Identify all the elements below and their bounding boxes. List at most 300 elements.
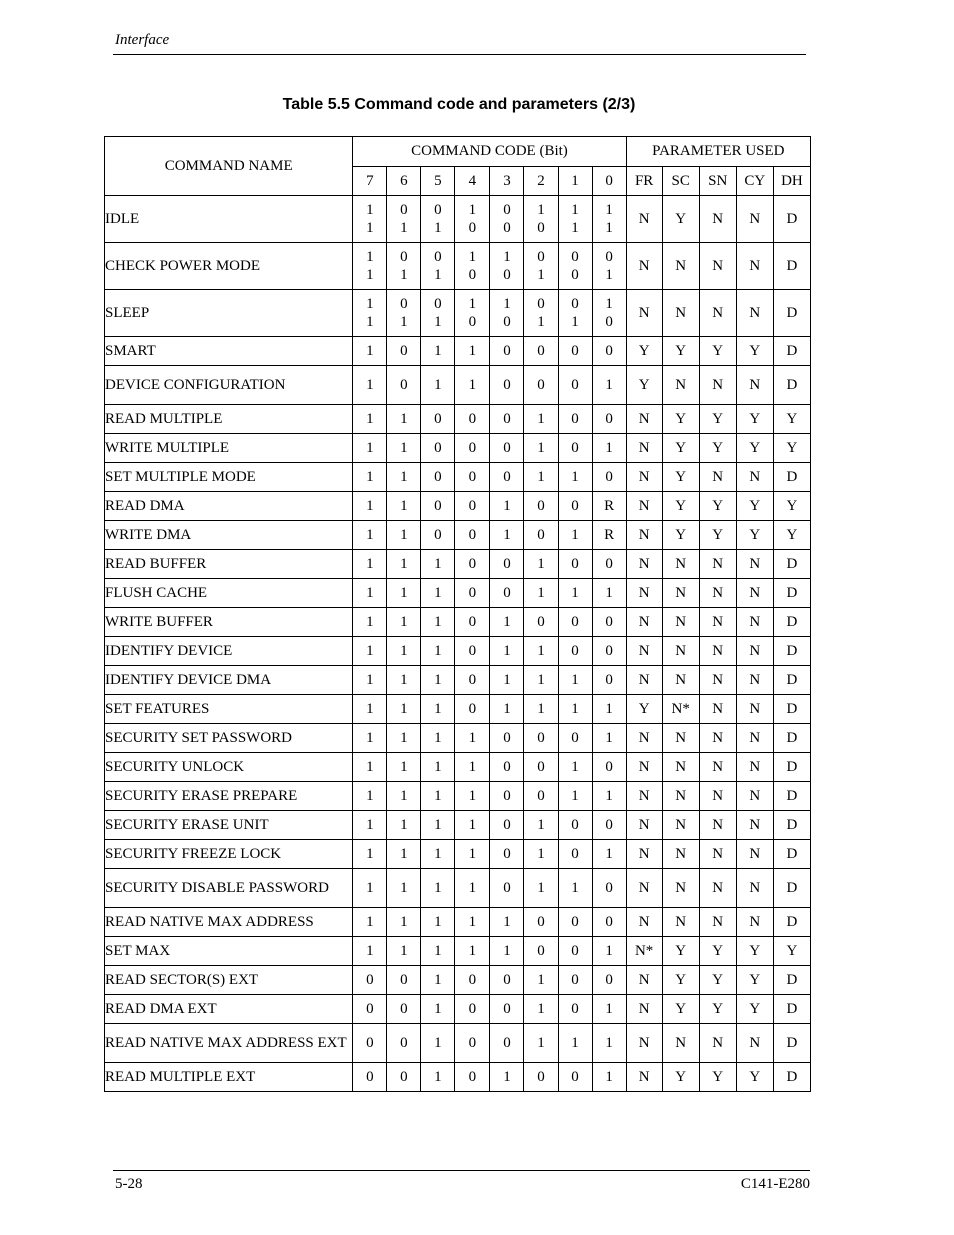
- bit-cell: 1: [558, 666, 592, 695]
- bit-cell: 1: [490, 695, 524, 724]
- param-cell: Y: [626, 337, 662, 366]
- param-cell: N: [662, 579, 699, 608]
- bit-cell: 1: [421, 366, 455, 405]
- table-row: [105, 337, 811, 366]
- param-cell: N: [662, 637, 699, 666]
- bit-value: 0: [434, 296, 442, 312]
- bit-cell: 1: [421, 1063, 455, 1092]
- bit-cell: 0: [421, 463, 455, 492]
- bit-cell: 1: [592, 366, 626, 405]
- bit-value: 1: [605, 220, 613, 236]
- bit-cell: 0: [558, 966, 592, 995]
- bit-header: 6: [387, 167, 421, 196]
- bit-cell: 0: [353, 995, 387, 1024]
- bit-value: 0: [468, 220, 477, 236]
- param-cell: N: [626, 782, 662, 811]
- bit-cell: 0: [387, 337, 421, 366]
- bit-value: 0: [537, 220, 545, 236]
- bit-cell: 1: [353, 840, 387, 869]
- param-header: CY: [736, 167, 773, 196]
- bit-cell: 1: [524, 666, 558, 695]
- command-name-cell: SECURITY SET PASSWORD: [105, 724, 353, 753]
- bit-cell: 1: [524, 1024, 558, 1063]
- bit-cell: 0: [455, 695, 490, 724]
- bit-value: 0: [503, 314, 511, 330]
- command-name-cell: SLEEP: [105, 290, 353, 337]
- param-cell: N: [626, 908, 662, 937]
- param-cell: D: [773, 463, 810, 492]
- table-row: [105, 521, 811, 550]
- table-row: [105, 579, 811, 608]
- bit-cell: [455, 290, 490, 337]
- table-row: [105, 1024, 811, 1063]
- param-cell: N: [626, 290, 662, 337]
- bit-cell: 1: [421, 966, 455, 995]
- bit-cell: 0: [490, 337, 524, 366]
- bit-cell: 0: [490, 966, 524, 995]
- command-name-cell: CHECK POWER MODE: [105, 243, 353, 290]
- bit-cell: 0: [558, 937, 592, 966]
- bit-value: 1: [605, 202, 613, 218]
- bit-cell: 1: [387, 637, 421, 666]
- bit-cell: [421, 290, 455, 337]
- bit-cell: 1: [353, 908, 387, 937]
- bit-cell: 1: [558, 521, 592, 550]
- bit-cell: 0: [490, 1024, 524, 1063]
- bit-cell: 0: [421, 434, 455, 463]
- param-cell: N*: [662, 695, 699, 724]
- bit-cell: 1: [592, 995, 626, 1024]
- bit-cell: 1: [490, 637, 524, 666]
- table-row: [105, 666, 811, 695]
- bit-cell: 1: [387, 492, 421, 521]
- command-name-cell: IDENTIFY DEVICE DMA: [105, 666, 353, 695]
- param-cell: N: [736, 463, 773, 492]
- table-row: [105, 1063, 811, 1092]
- param-cell: N: [699, 724, 736, 753]
- bit-cell: 1: [455, 908, 490, 937]
- bit-cell: 1: [421, 811, 455, 840]
- param-cell: D: [773, 840, 810, 869]
- bit-cell: 0: [558, 366, 592, 405]
- param-cell: Y: [736, 937, 773, 966]
- bit-value: 0: [537, 296, 545, 312]
- bit-cell: 0: [524, 753, 558, 782]
- param-cell: D: [773, 695, 810, 724]
- command-name-cell: WRITE MULTIPLE: [105, 434, 353, 463]
- param-cell: N: [736, 608, 773, 637]
- bit-value: 1: [605, 267, 613, 283]
- param-cell: N: [736, 753, 773, 782]
- param-cell: Y: [699, 434, 736, 463]
- bit-cell: [490, 196, 524, 243]
- param-cell: Y: [773, 492, 810, 521]
- bit-cell: 1: [353, 579, 387, 608]
- param-cell: N: [662, 366, 699, 405]
- param-cell: N: [736, 579, 773, 608]
- bit-cell: 0: [490, 811, 524, 840]
- param-cell: N: [699, 243, 736, 290]
- param-cell: D: [773, 366, 810, 405]
- running-header: Interface: [115, 32, 170, 48]
- param-cell: Y: [699, 937, 736, 966]
- bit-value: 1: [571, 314, 579, 330]
- bit-cell: 0: [455, 637, 490, 666]
- param-cell: D: [773, 666, 810, 695]
- bit-cell: 0: [558, 1063, 592, 1092]
- bit-cell: 1: [558, 695, 592, 724]
- param-cell: N: [662, 550, 699, 579]
- param-cell: N: [626, 966, 662, 995]
- param-cell: N: [736, 666, 773, 695]
- param-cell: N: [626, 434, 662, 463]
- bit-cell: 1: [353, 811, 387, 840]
- param-cell: D: [773, 1063, 810, 1092]
- bit-cell: 0: [455, 550, 490, 579]
- command-name-cell: SECURITY ERASE UNIT: [105, 811, 353, 840]
- bit-cell: 0: [524, 337, 558, 366]
- bit-cell: 0: [455, 434, 490, 463]
- bit-cell: 1: [387, 908, 421, 937]
- bit-value: 1: [571, 202, 579, 218]
- bit-value: 1: [366, 202, 374, 218]
- param-cell: N: [736, 782, 773, 811]
- bit-cell: 1: [455, 937, 490, 966]
- bit-value: 1: [605, 296, 613, 312]
- bit-value: 1: [468, 249, 477, 265]
- param-cell: N: [626, 492, 662, 521]
- bit-value: 1: [434, 267, 442, 283]
- bit-cell: R: [592, 521, 626, 550]
- bit-cell: [558, 243, 592, 290]
- bit-cell: 0: [387, 1024, 421, 1063]
- command-name-cell: SMART: [105, 337, 353, 366]
- bit-cell: 0: [387, 995, 421, 1024]
- table-row: [105, 753, 811, 782]
- bit-cell: [353, 243, 387, 290]
- bit-value: 0: [400, 296, 408, 312]
- bit-cell: [592, 196, 626, 243]
- table-row: [105, 724, 811, 753]
- table-row: [105, 637, 811, 666]
- param-cell: N: [736, 290, 773, 337]
- param-cell: D: [773, 753, 810, 782]
- bit-value: 0: [434, 202, 442, 218]
- bit-cell: 1: [455, 337, 490, 366]
- param-cell: Y: [699, 995, 736, 1024]
- bit-cell: 0: [353, 1063, 387, 1092]
- bit-cell: 0: [455, 966, 490, 995]
- table-row: [105, 869, 811, 908]
- bit-header: 1: [558, 167, 592, 196]
- param-cell: N: [626, 608, 662, 637]
- bit-cell: 0: [592, 608, 626, 637]
- bit-cell: 0: [524, 608, 558, 637]
- command-name-cell: READ DMA EXT: [105, 995, 353, 1024]
- bit-cell: 1: [490, 521, 524, 550]
- param-cell: D: [773, 869, 810, 908]
- bit-value: 0: [537, 249, 545, 265]
- header-rule: [113, 54, 806, 55]
- bit-cell: 1: [353, 637, 387, 666]
- param-cell: D: [773, 550, 810, 579]
- param-cell: N: [662, 290, 699, 337]
- param-cell: N: [699, 666, 736, 695]
- bit-cell: 1: [558, 782, 592, 811]
- bit-cell: R: [592, 492, 626, 521]
- param-cell: Y: [773, 405, 810, 434]
- bit-cell: 1: [592, 937, 626, 966]
- bit-cell: 1: [455, 724, 490, 753]
- bit-cell: 1: [421, 724, 455, 753]
- param-cell: N: [699, 608, 736, 637]
- param-cell: N: [736, 811, 773, 840]
- command-name-cell: FLUSH CACHE: [105, 579, 353, 608]
- bit-value: 1: [468, 296, 477, 312]
- bit-cell: 0: [455, 666, 490, 695]
- bit-cell: [387, 290, 421, 337]
- param-cell: D: [773, 579, 810, 608]
- param-cell: Y: [699, 492, 736, 521]
- bit-value: 0: [400, 202, 408, 218]
- bit-cell: 1: [455, 869, 490, 908]
- bit-cell: 1: [387, 937, 421, 966]
- param-cell: Y: [699, 405, 736, 434]
- table-row: [105, 695, 811, 724]
- param-cell: D: [773, 995, 810, 1024]
- command-name-cell: IDENTIFY DEVICE: [105, 637, 353, 666]
- table-caption: Table 5.5 Command code and parameters (2/3): [282, 96, 636, 113]
- bit-cell: 0: [490, 405, 524, 434]
- table-row: [105, 966, 811, 995]
- bit-cell: 0: [490, 782, 524, 811]
- param-cell: N: [626, 995, 662, 1024]
- param-cell: Y: [699, 521, 736, 550]
- param-cell: N: [699, 196, 736, 243]
- bit-cell: 1: [490, 492, 524, 521]
- table-row: [105, 434, 811, 463]
- table-row: [105, 550, 811, 579]
- bit-value: 1: [434, 220, 442, 236]
- bit-cell: 1: [524, 434, 558, 463]
- bit-cell: 1: [592, 579, 626, 608]
- param-cell: N: [736, 550, 773, 579]
- bit-cell: [592, 243, 626, 290]
- bit-cell: 0: [421, 492, 455, 521]
- table-row: [105, 405, 811, 434]
- bit-cell: 0: [455, 579, 490, 608]
- param-cell: N: [626, 579, 662, 608]
- bit-cell: 0: [558, 724, 592, 753]
- bit-cell: 0: [592, 666, 626, 695]
- bit-value: 1: [503, 296, 511, 312]
- bit-cell: 1: [524, 995, 558, 1024]
- bit-cell: 0: [524, 366, 558, 405]
- bit-value: 1: [537, 314, 545, 330]
- bit-cell: 1: [524, 869, 558, 908]
- bit-cell: [558, 196, 592, 243]
- bit-cell: 1: [353, 405, 387, 434]
- bit-cell: 0: [558, 550, 592, 579]
- param-cell: D: [773, 724, 810, 753]
- param-cell: N: [699, 1024, 736, 1063]
- param-cell: N: [662, 243, 699, 290]
- bit-value: 0: [571, 296, 579, 312]
- bit-cell: 0: [592, 753, 626, 782]
- bit-cell: 1: [387, 405, 421, 434]
- bit-header: 5: [421, 167, 455, 196]
- param-cell: N: [626, 1024, 662, 1063]
- bit-cell: 1: [353, 521, 387, 550]
- bit-cell: 0: [455, 1063, 490, 1092]
- param-cell: Y: [736, 966, 773, 995]
- bit-cell: 1: [353, 366, 387, 405]
- bit-value: 1: [366, 220, 374, 236]
- bit-cell: 0: [592, 869, 626, 908]
- param-cell: Y: [662, 937, 699, 966]
- bit-cell: 1: [421, 579, 455, 608]
- bit-cell: [524, 196, 558, 243]
- bit-cell: 0: [387, 366, 421, 405]
- bit-value: 0: [434, 249, 442, 265]
- bit-value: 0: [605, 249, 613, 265]
- command-name-cell: READ NATIVE MAX ADDRESS: [105, 908, 353, 937]
- bit-value: 1: [366, 267, 374, 283]
- param-header: DH: [773, 167, 810, 196]
- bit-cell: 1: [524, 695, 558, 724]
- param-cell: N: [699, 290, 736, 337]
- bit-cell: 1: [353, 608, 387, 637]
- param-cell: N: [736, 869, 773, 908]
- param-cell: D: [773, 337, 810, 366]
- param-cell: N: [736, 1024, 773, 1063]
- bit-cell: 1: [353, 695, 387, 724]
- bit-cell: 1: [353, 337, 387, 366]
- param-cell: D: [773, 908, 810, 937]
- bit-cell: 1: [455, 753, 490, 782]
- table-row: [105, 908, 811, 937]
- bit-value: 0: [468, 267, 477, 283]
- bit-cell: 1: [490, 1063, 524, 1092]
- command-name-cell: READ NATIVE MAX ADDRESS EXT: [105, 1024, 353, 1063]
- bit-cell: 1: [421, 550, 455, 579]
- bit-value: 1: [571, 220, 579, 236]
- table-row: [105, 243, 811, 290]
- param-cell: Y: [662, 463, 699, 492]
- command-name-cell: SECURITY DISABLE PASSWORD: [105, 869, 353, 908]
- bit-cell: 0: [353, 966, 387, 995]
- footer-rule: [113, 1170, 810, 1171]
- bit-cell: 0: [558, 492, 592, 521]
- table-header-row: [105, 137, 811, 167]
- bit-cell: 0: [353, 1024, 387, 1063]
- param-cell: N: [662, 869, 699, 908]
- param-cell: Y: [662, 1063, 699, 1092]
- param-cell: Y: [662, 405, 699, 434]
- bit-cell: 1: [421, 782, 455, 811]
- table-row: [105, 840, 811, 869]
- bit-cell: 1: [421, 937, 455, 966]
- bit-cell: 1: [421, 608, 455, 637]
- table-row: [105, 196, 811, 243]
- bit-cell: 1: [387, 724, 421, 753]
- bit-cell: 1: [387, 782, 421, 811]
- param-cell: Y: [662, 521, 699, 550]
- bit-cell: [592, 290, 626, 337]
- bit-cell: 1: [353, 869, 387, 908]
- bit-header: 2: [524, 167, 558, 196]
- param-cell: N: [699, 637, 736, 666]
- bit-cell: 1: [592, 434, 626, 463]
- bit-cell: 1: [387, 869, 421, 908]
- bit-cell: 1: [558, 1024, 592, 1063]
- param-cell: N: [662, 782, 699, 811]
- bit-value: 0: [571, 249, 579, 265]
- bit-cell: 1: [421, 753, 455, 782]
- bit-cell: 1: [455, 366, 490, 405]
- param-cell: D: [773, 196, 810, 243]
- bit-value: 0: [400, 249, 408, 265]
- command-name-cell: SET FEATURES: [105, 695, 353, 724]
- bit-cell: 0: [455, 521, 490, 550]
- bit-value: 1: [468, 202, 477, 218]
- bit-value: 0: [503, 267, 511, 283]
- bit-cell: 0: [592, 550, 626, 579]
- command-name-cell: READ MULTIPLE EXT: [105, 1063, 353, 1092]
- param-cell: N: [626, 550, 662, 579]
- bit-value: 0: [571, 267, 579, 283]
- bit-cell: 1: [353, 937, 387, 966]
- bit-cell: 0: [558, 405, 592, 434]
- bit-cell: 1: [524, 579, 558, 608]
- bit-cell: 0: [490, 579, 524, 608]
- bit-cell: 1: [353, 782, 387, 811]
- bit-value: 1: [434, 314, 442, 330]
- command-name-cell: IDLE: [105, 196, 353, 243]
- param-cell: N: [736, 840, 773, 869]
- table-row: [105, 995, 811, 1024]
- table-row: [105, 608, 811, 637]
- param-cell: N: [662, 666, 699, 695]
- page-number: 5-28: [115, 1176, 143, 1192]
- bit-cell: 0: [558, 608, 592, 637]
- bit-cell: 1: [387, 434, 421, 463]
- bit-cell: 1: [353, 463, 387, 492]
- param-cell: N: [736, 637, 773, 666]
- param-cell: D: [773, 966, 810, 995]
- bit-cell: 1: [592, 1063, 626, 1092]
- param-cell: N: [662, 1024, 699, 1063]
- bit-cell: 1: [387, 695, 421, 724]
- bit-cell: [524, 290, 558, 337]
- param-cell: Y: [699, 1063, 736, 1092]
- bit-cell: 1: [353, 550, 387, 579]
- table-row: [105, 937, 811, 966]
- param-cell: Y: [773, 434, 810, 463]
- bit-cell: 0: [455, 492, 490, 521]
- bit-cell: 0: [558, 995, 592, 1024]
- bit-value: 1: [366, 249, 374, 265]
- bit-cell: 1: [592, 695, 626, 724]
- bit-cell: 0: [421, 521, 455, 550]
- param-cell: N: [699, 908, 736, 937]
- bit-cell: 0: [592, 337, 626, 366]
- bit-cell: 0: [490, 366, 524, 405]
- bit-cell: 0: [490, 995, 524, 1024]
- param-cell: N: [662, 908, 699, 937]
- bit-cell: 0: [558, 840, 592, 869]
- bit-cell: 1: [353, 753, 387, 782]
